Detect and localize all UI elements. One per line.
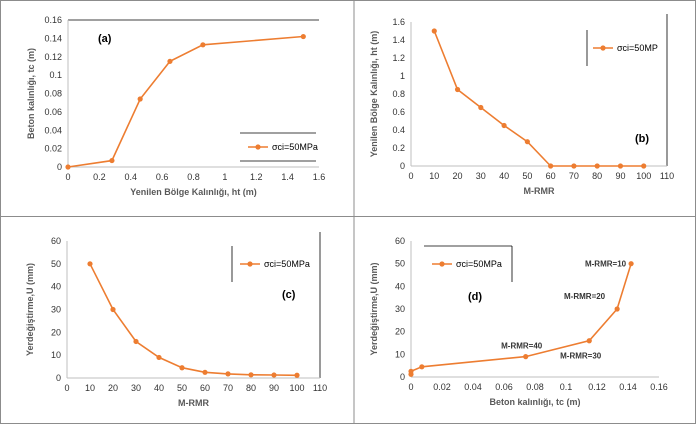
y-tick-label: 60 bbox=[394, 236, 405, 246]
x-tick-label: 1.4 bbox=[281, 172, 294, 182]
data-annotation: M-RMR=10 bbox=[584, 259, 627, 269]
y-tick-label: 30 bbox=[394, 304, 405, 314]
x-tick-label: 0.1 bbox=[559, 382, 573, 392]
data-point bbox=[419, 364, 424, 369]
x-tick-label: 0 bbox=[65, 172, 71, 182]
y-tick-label: 0.16 bbox=[44, 15, 62, 25]
y-tick-label: 0.14 bbox=[44, 33, 62, 44]
x-tick-label: 70 bbox=[568, 171, 579, 181]
legend-swatch-marker bbox=[600, 45, 605, 50]
legend-label: σci=50MPa bbox=[456, 259, 502, 269]
data-point bbox=[523, 354, 528, 359]
y-tick-label: 10 bbox=[394, 349, 405, 360]
x-tick-label: 10 bbox=[84, 383, 96, 393]
x-tick-label: 110 bbox=[312, 383, 328, 393]
legend-label: σci=50MPa bbox=[272, 142, 318, 152]
x-tick-label: 1 bbox=[222, 172, 228, 182]
x-tick-label: 20 bbox=[107, 383, 119, 393]
data-point bbox=[65, 164, 70, 169]
y-tick-label: 0.12 bbox=[44, 51, 62, 62]
data-annotation: M-RMR=30 bbox=[560, 351, 602, 361]
x-tick-label: 50 bbox=[522, 171, 533, 181]
data-point bbox=[248, 372, 253, 377]
data-point bbox=[156, 355, 161, 360]
x-tick-label: 0 bbox=[408, 171, 414, 181]
x-tick-label: 0.06 bbox=[495, 382, 513, 392]
x-tick-label: 0.04 bbox=[464, 382, 482, 392]
x-axis-label: Beton kalınlığı, tc (m) bbox=[489, 397, 581, 407]
y-tick-label: 0 bbox=[56, 162, 62, 172]
y-tick-label: 40 bbox=[394, 281, 405, 292]
data-point bbox=[548, 163, 553, 168]
panel-label: (a) bbox=[98, 33, 112, 45]
y-tick-label: 1 bbox=[399, 71, 405, 81]
x-axis-label: M-RMR bbox=[523, 186, 555, 196]
y-tick-label: 50 bbox=[50, 258, 61, 269]
panel-label: (b) bbox=[635, 133, 650, 145]
y-tick-label: 0.2 bbox=[392, 143, 405, 153]
x-tick-label: 10 bbox=[429, 171, 440, 181]
data-point bbox=[301, 34, 306, 39]
legend-label: σci=50MPa bbox=[264, 259, 310, 269]
x-tick-label: 40 bbox=[153, 383, 165, 393]
x-tick-label: 100 bbox=[289, 383, 305, 393]
x-tick-label: 0.2 bbox=[93, 172, 106, 182]
x-tick-label: 20 bbox=[452, 171, 463, 181]
x-tick-label: 90 bbox=[268, 383, 280, 393]
data-point bbox=[179, 365, 184, 370]
legend-swatch-marker bbox=[255, 144, 260, 149]
y-tick-label: 0.04 bbox=[44, 125, 62, 136]
x-tick-label: 80 bbox=[245, 383, 257, 393]
y-tick-label: 0.6 bbox=[392, 107, 405, 117]
x-axis-label: M-RMR bbox=[178, 398, 209, 408]
y-axis-label: Yenilen Bölge Kalınlığı, ht (m) bbox=[369, 30, 379, 158]
y-tick-label: 0.06 bbox=[44, 106, 62, 117]
x-tick-label: 1.2 bbox=[249, 172, 263, 182]
x-tick-label: 30 bbox=[130, 383, 142, 393]
x-tick-label: 40 bbox=[499, 171, 510, 181]
x-tick-label: 80 bbox=[592, 171, 603, 181]
data-point bbox=[525, 139, 530, 144]
x-tick-label: 0 bbox=[64, 383, 70, 393]
data-point bbox=[432, 28, 437, 33]
data-point bbox=[571, 163, 576, 168]
y-axis-label: Beton kalınlığı, tc (m) bbox=[26, 47, 36, 140]
x-tick-label: 0.14 bbox=[619, 382, 637, 392]
x-tick-label: 0.4 bbox=[124, 172, 138, 182]
y-tick-label: 0.02 bbox=[44, 143, 62, 154]
x-tick-label: 0.08 bbox=[526, 382, 544, 392]
y-tick-label: 20 bbox=[394, 326, 405, 337]
data-point bbox=[133, 339, 138, 344]
data-point bbox=[618, 163, 623, 168]
x-tick-label: 1.6 bbox=[312, 172, 326, 182]
y-tick-label: 50 bbox=[394, 258, 405, 269]
y-tick-label: 1.6 bbox=[392, 17, 405, 27]
x-tick-label: 90 bbox=[615, 171, 626, 181]
x-tick-label: 100 bbox=[636, 171, 652, 181]
panel-label: (c) bbox=[282, 289, 296, 301]
data-point bbox=[138, 96, 143, 101]
data-point bbox=[200, 42, 205, 47]
data-point bbox=[501, 123, 506, 128]
y-tick-label: 0.8 bbox=[392, 89, 405, 99]
legend-swatch-marker bbox=[247, 261, 252, 266]
x-tick-label: 70 bbox=[222, 383, 234, 393]
x-tick-label: 0.6 bbox=[155, 172, 169, 182]
y-tick-label: 0.08 bbox=[44, 88, 62, 99]
legend-swatch-marker bbox=[439, 261, 444, 266]
x-tick-label: 0.12 bbox=[588, 382, 606, 392]
data-point bbox=[629, 261, 634, 266]
data-point bbox=[587, 338, 592, 343]
y-tick-label: 20 bbox=[50, 327, 61, 338]
x-tick-label: 60 bbox=[199, 383, 211, 393]
x-tick-label: 0.02 bbox=[433, 382, 451, 392]
legend-label: σci=50MP bbox=[617, 43, 658, 53]
y-tick-label: 0 bbox=[55, 373, 61, 383]
y-tick-label: 0 bbox=[399, 161, 405, 171]
panel-label: (d) bbox=[468, 291, 483, 303]
data-point bbox=[595, 163, 600, 168]
data-point bbox=[109, 158, 114, 163]
y-tick-label: 0 bbox=[399, 372, 405, 382]
data-point bbox=[225, 371, 230, 376]
y-tick-label: 60 bbox=[50, 236, 61, 246]
x-tick-label: 60 bbox=[545, 171, 556, 181]
data-point bbox=[294, 373, 299, 378]
x-tick-label: 0 bbox=[408, 382, 414, 392]
data-point bbox=[408, 369, 413, 374]
data-point bbox=[615, 306, 620, 311]
x-tick-label: 30 bbox=[475, 171, 486, 181]
y-tick-label: 1.4 bbox=[392, 35, 405, 45]
data-point bbox=[478, 105, 483, 110]
data-point bbox=[202, 370, 207, 375]
x-tick-label: 0.16 bbox=[650, 382, 668, 392]
data-point bbox=[455, 87, 460, 92]
data-point bbox=[87, 261, 92, 266]
x-tick-label: 0.8 bbox=[187, 172, 200, 182]
y-tick-label: 0.4 bbox=[392, 125, 405, 135]
x-tick-label: 50 bbox=[176, 383, 188, 393]
data-annotation: M-RMR=40 bbox=[501, 341, 543, 351]
data-annotation: M-RMR=20 bbox=[564, 292, 606, 301]
y-tick-label: 1.2 bbox=[392, 53, 405, 63]
x-tick-label: 110 bbox=[659, 171, 675, 181]
y-axis-label: Yerdeğiştirme,U (mm) bbox=[369, 262, 379, 356]
data-point bbox=[110, 307, 115, 312]
data-point bbox=[271, 372, 276, 377]
y-tick-label: 30 bbox=[50, 304, 61, 315]
data-point bbox=[167, 59, 172, 64]
data-point bbox=[641, 163, 646, 168]
y-axis-label: Yerdeğiştirme,U (mm) bbox=[25, 262, 35, 357]
y-tick-label: 40 bbox=[50, 281, 61, 292]
x-axis-label: Yenilen Bölge Kalınlığı, ht (m) bbox=[130, 187, 257, 197]
y-tick-label: 0.1 bbox=[49, 70, 62, 81]
y-tick-label: 10 bbox=[50, 350, 61, 361]
